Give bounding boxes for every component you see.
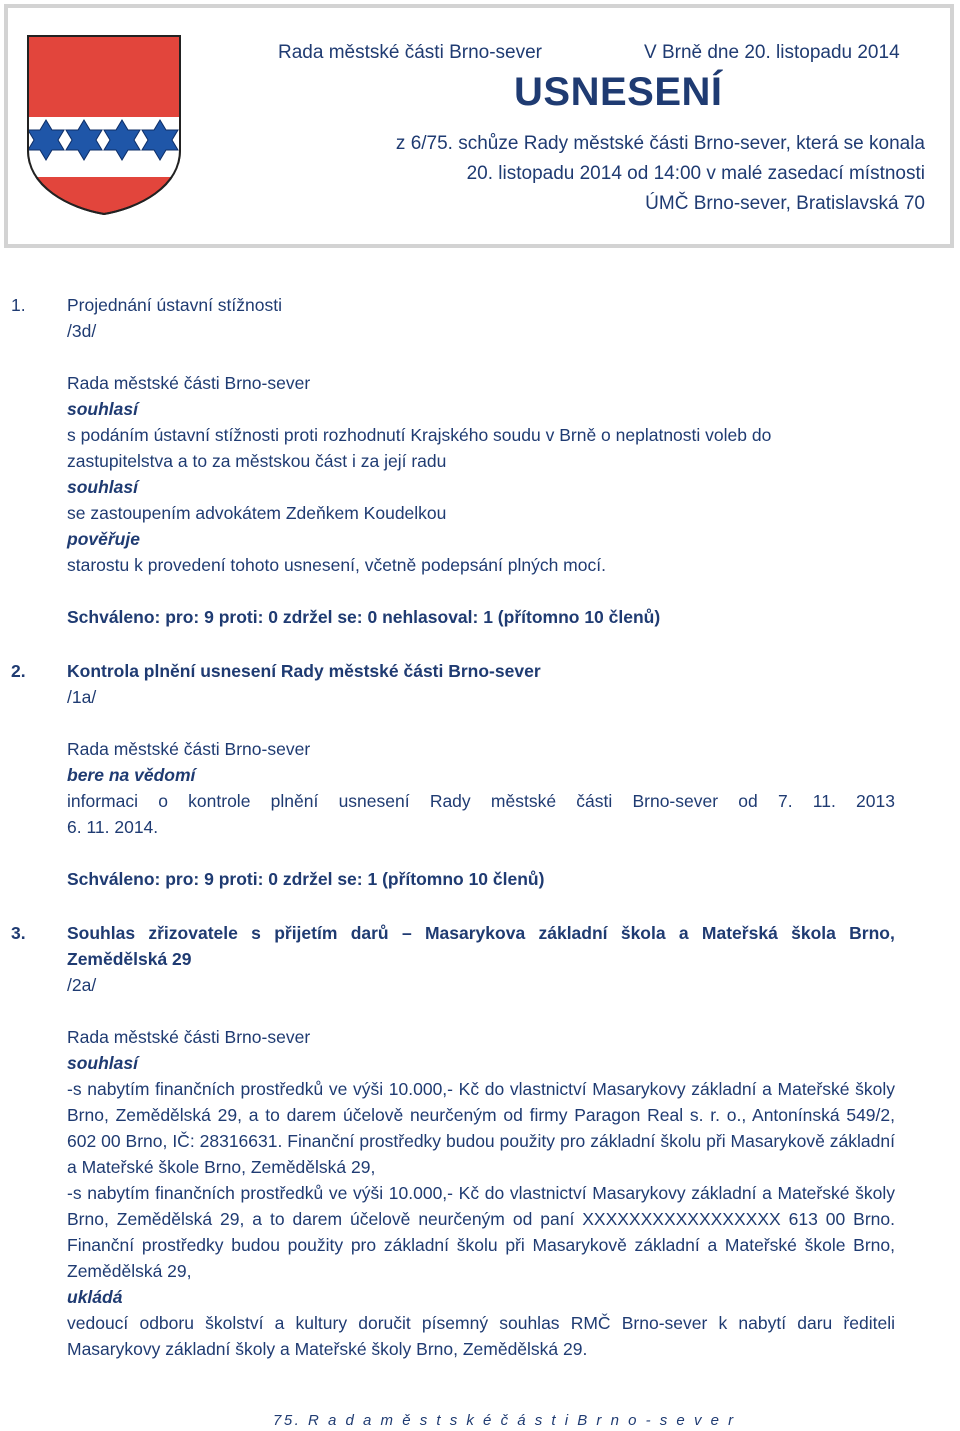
header-box — [4, 4, 954, 248]
word: zřizovatele — [148, 923, 238, 943]
word: s — [251, 923, 261, 943]
item-3-number: 3. — [11, 923, 26, 943]
item-2 — [67, 658, 895, 892]
item-1-council: Rada městské části Brno-sever — [67, 373, 311, 393]
header-subtitle-line2: 20. listopadu 2014 od 14:00 v malé zasedací místnosti — [466, 163, 925, 184]
item-2-verb-acknowledge: bere na vědomí — [67, 765, 196, 785]
word: škola — [620, 923, 666, 943]
item-3-paragraph-2: -s nabytím finančních prostředků ve výši 10.000,- Kč do vlastnictví Masarykovy základní a Mateřské školy Brno, Zemědělská 29, a to darem účelově neurčeným od paní XXXXXXXXXXXXXXXXX 613 00 Brno. Finanční prostředky budou použity pro základní školu při Masarykově základní a Mateřské škole Brno, Zemědělská 29, — [67, 1183, 895, 1281]
header-date: V Brně dne 20. listopadu 2014 — [644, 42, 900, 63]
item-1-line4: starostu k provedení tohoto usnesení, včetně podepsání plných mocí. — [67, 555, 606, 575]
word: plnění — [270, 791, 319, 811]
item-3-title-line1 — [67, 920, 895, 946]
word: přijetím — [274, 923, 338, 943]
item-2-vote: Schváleno: pro: 9 proti: 0 zdržel se: 1 (přítomno 10 členů) — [67, 869, 545, 889]
word: škola — [791, 923, 836, 943]
item-3-paragraph-1: -s nabytím finančních prostředků ve výši 10.000,- Kč do vlastnictví Masarykovy základní a Mateřské školy Brno, Zemědělská 29, a to darem účelově neurčeným od firmy Paragon Real s. r. o., Antonínská 549/2, 602 00 Brno, IČ: 28316631. Finanční prostředky budou použity pro základní školu při Masarykově základní a Mateřské škole Brno, Zemědělská 29, — [67, 1079, 895, 1177]
word: Brno, — [849, 923, 895, 943]
item-3 — [67, 920, 895, 1362]
item-1-vote: Schváleno: pro: 9 proti: 0 zdržel se: 0 nehlasoval: 1 (přítomno 10 členů) — [67, 607, 661, 627]
word: o — [158, 791, 168, 811]
item-3-verb-consent: souhlasí — [67, 1053, 138, 1073]
item-1-line1: s podáním ústavní stížnosti proti rozhodnutí Krajského soudu v Brně o neplatnosti voleb do — [67, 425, 772, 445]
item-1-title: Projednání ústavní stížnosti — [67, 295, 282, 315]
word: Souhlas — [67, 923, 136, 943]
word: 2013 — [856, 791, 895, 811]
item-1-line3: se zastoupením advokátem Zdeňkem Koudelkou — [67, 503, 447, 523]
item-1-verb-authorize: pověřuje — [67, 529, 140, 549]
item-2-title: Kontrola plnění usnesení Rady městské části Brno-sever — [67, 661, 541, 681]
word: Rady — [429, 791, 471, 811]
document-title: USNESENÍ — [514, 70, 723, 114]
item-2-council: Rada městské části Brno-sever — [67, 739, 311, 759]
word: základní — [538, 923, 608, 943]
item-1-line2: zastupitelstva a to za městskou část i za její radu — [67, 451, 447, 471]
word: – — [401, 923, 412, 943]
item-3-title-line2: Zemědělská 29 — [67, 949, 192, 969]
word: 11. — [812, 791, 836, 811]
item-1-verb-consent: souhlasí — [67, 399, 138, 419]
item-2-code: /1a/ — [67, 687, 97, 707]
word: darů — [350, 923, 389, 943]
header-council-name: Rada městské části Brno-sever — [278, 42, 542, 63]
item-1-number: 1. — [11, 295, 26, 315]
word: části — [576, 791, 613, 811]
word: od — [738, 791, 758, 811]
header-subtitle-line3: ÚMČ Brno-sever, Bratislavská 70 — [645, 193, 925, 214]
word: Mateřská — [701, 923, 778, 943]
word: informaci — [67, 791, 138, 811]
word: kontrole — [188, 791, 251, 811]
item-3-council: Rada městské části Brno-sever — [67, 1027, 311, 1047]
header-subtitle-line1: z 6/75. schůze Rady městské části Brno-sever, která se konala — [395, 133, 925, 154]
item-2-number: 2. — [11, 661, 26, 681]
word: Masarykova — [424, 923, 526, 943]
word: a — [678, 923, 689, 943]
item-3-code: /2a/ — [67, 975, 97, 995]
crest-icon — [24, 32, 184, 217]
word: městské — [490, 791, 557, 811]
page-footer: 75. R a d a m ě s t s k é č á s t i B r n o - s e v e r — [273, 1412, 736, 1429]
item-2-line1 — [67, 788, 895, 814]
item-1-code: /3d/ — [67, 321, 97, 341]
word: 7. — [777, 791, 793, 811]
word: usnesení — [338, 791, 410, 811]
item-3-verb-instruct: ukládá — [67, 1287, 123, 1307]
item-1-verb-consent-2: souhlasí — [67, 477, 138, 497]
item-1 — [67, 292, 895, 630]
item-2-line2: 6. 11. 2014. — [67, 817, 159, 837]
item-3-paragraph-3: vedoucí odboru školství a kultury doručit písemný souhlas RMČ Brno-sever k nabytí daru řediteli Masarykovy základní školy a Mateřské školy Brno, Zemědělská 29. — [67, 1313, 895, 1359]
word: Brno-sever — [632, 791, 719, 811]
